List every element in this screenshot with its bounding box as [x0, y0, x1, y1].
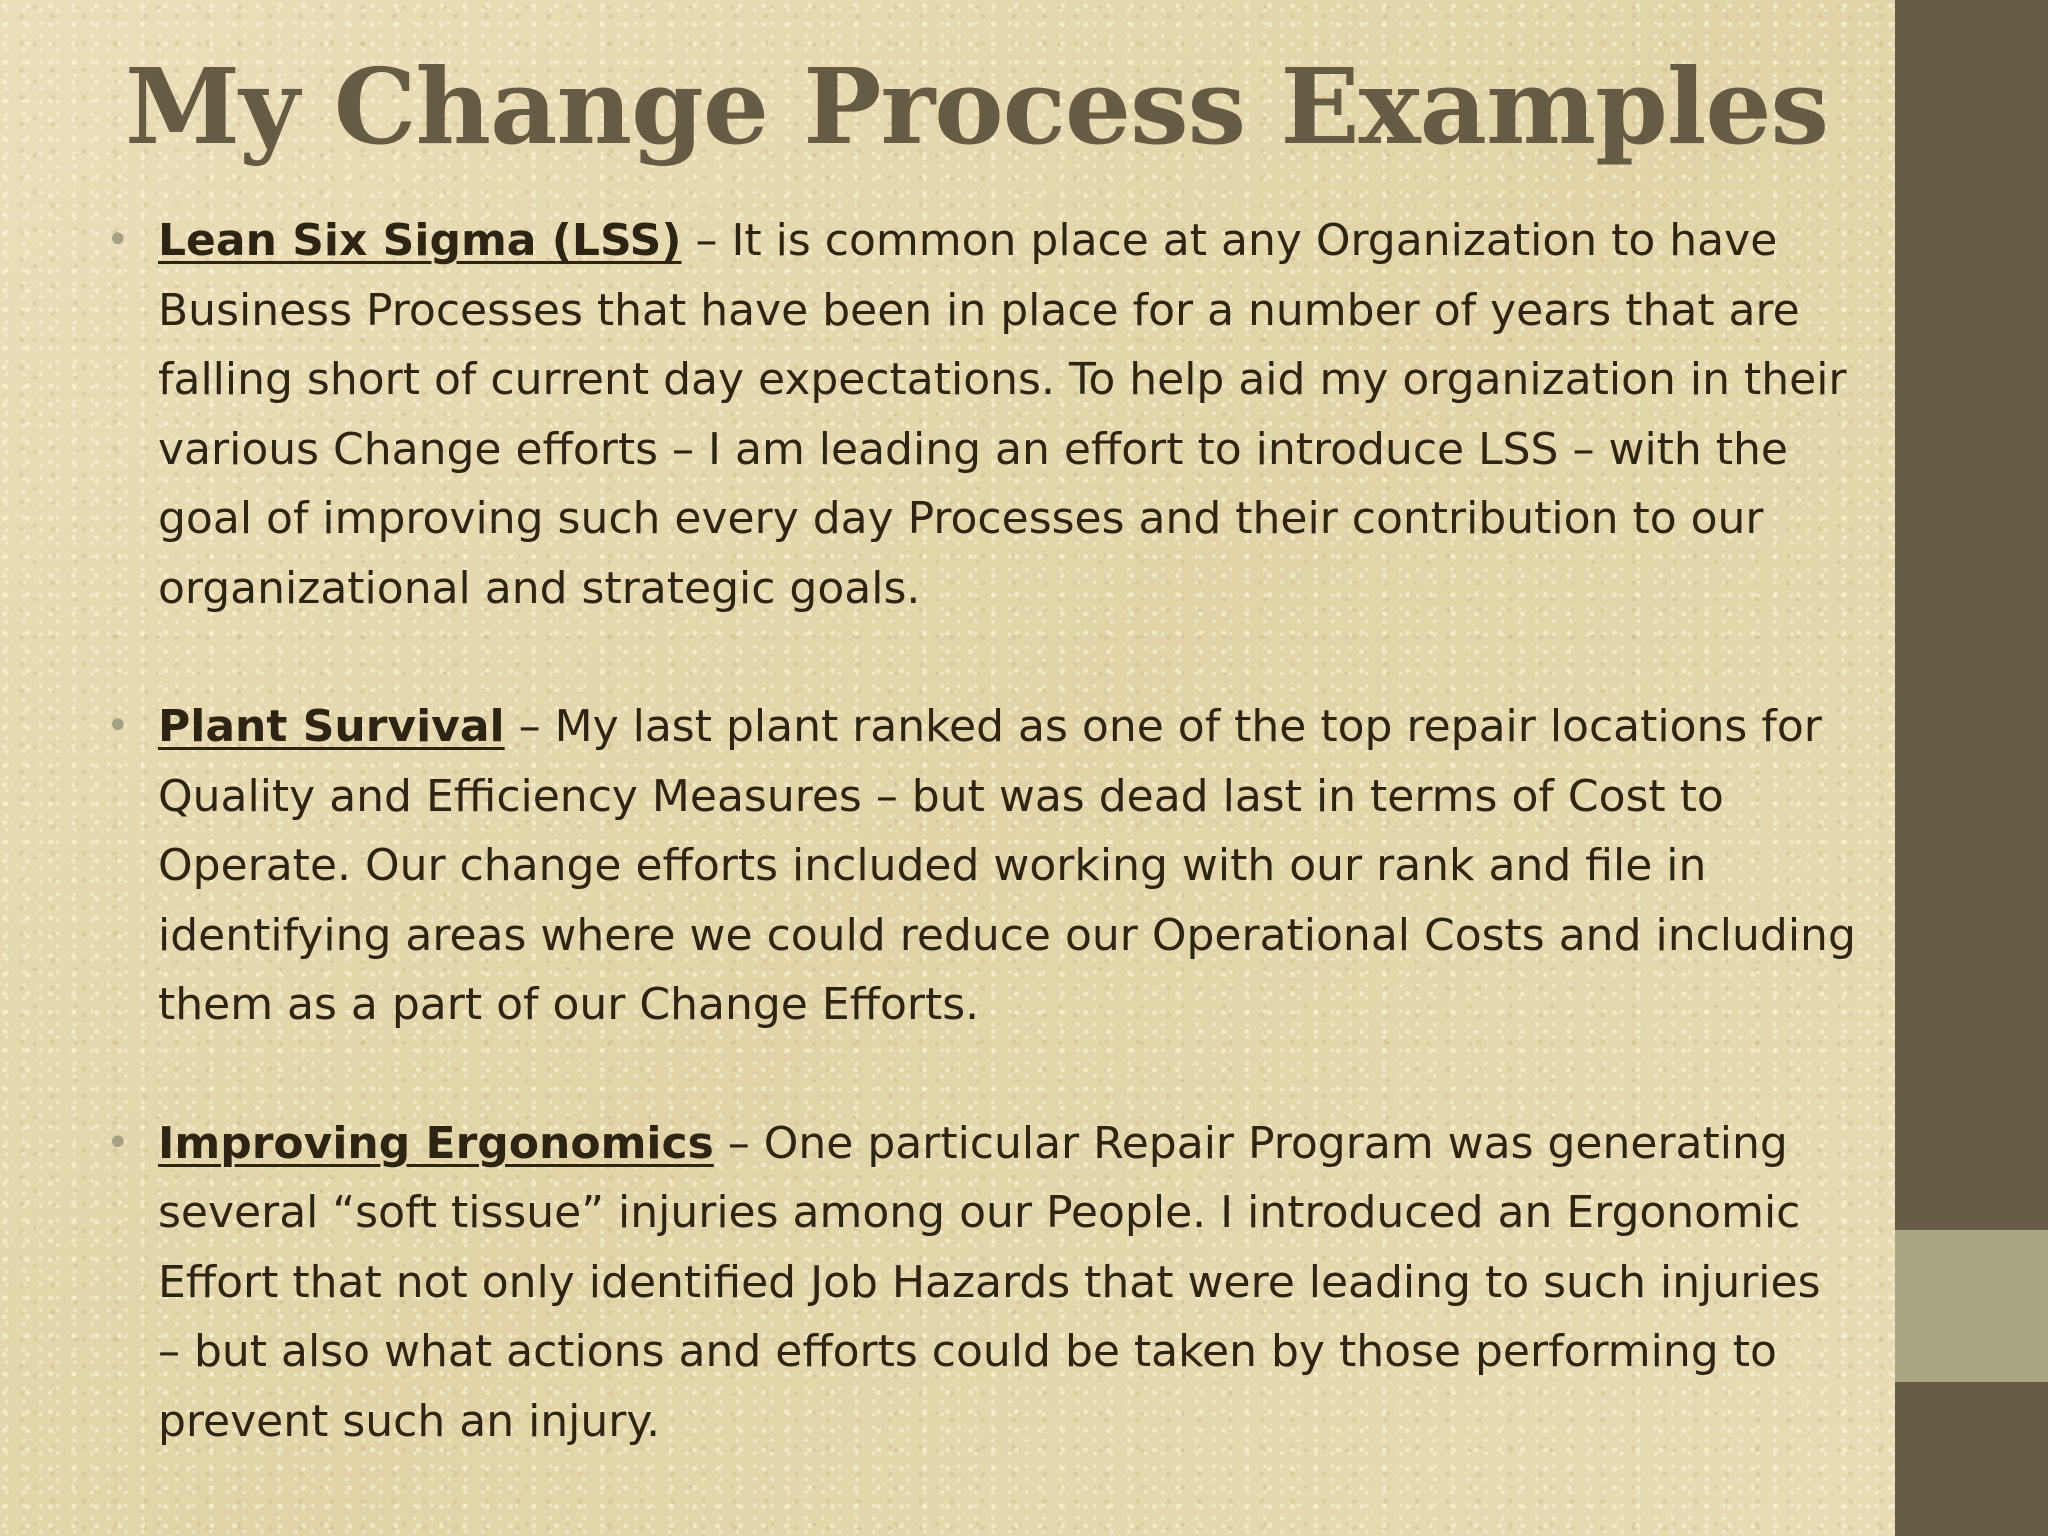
bullet-item-lss	[106, 206, 1856, 623]
decorative-sidebar-band	[1895, 1230, 2048, 1382]
bullet-icon: •	[106, 703, 130, 749]
bullet-term: Improving Ergonomics	[158, 1117, 714, 1169]
bullet-icon: •	[106, 1119, 130, 1166]
bullet-text: – One particular Repair Program was generating several “soft tissue” injuries among our People. I introduced an Ergonomic Effort that not only identified Job Hazards that were leading to such injuries – but also what actions and efforts could be taken by those performing to prevent such an injury.	[158, 1117, 1821, 1447]
slide-title: My Change Process Examples	[125, 45, 1829, 168]
bullet-item-plant-survival	[106, 692, 1856, 1040]
bullet-item-ergonomics	[106, 1109, 1856, 1457]
bullet-text: – It is common place at any Organization to have Business Processes that have been in place for a number of years that are falling short of current day expectations. To help aid my organization in their various Change efforts – I am leading an effort to introduce LSS – with the goal of improving such every day Processes and their contribution to our organizational and strategic goals.	[158, 215, 1847, 614]
bullet-icon: •	[106, 217, 130, 263]
bullet-text: – My last plant ranked as one of the top repair locations for Quality and Efficiency Measures – but was dead last in terms of Cost to Operate. Our change efforts included working with our rank and file in identifying areas where we could reduce our Operational Costs and including them as a part of our Change Efforts.	[158, 701, 1856, 1030]
bullet-list	[106, 206, 1856, 1525]
bullet-term: Lean Six Sigma (LSS)	[158, 215, 682, 266]
bullet-term: Plant Survival	[158, 701, 505, 752]
